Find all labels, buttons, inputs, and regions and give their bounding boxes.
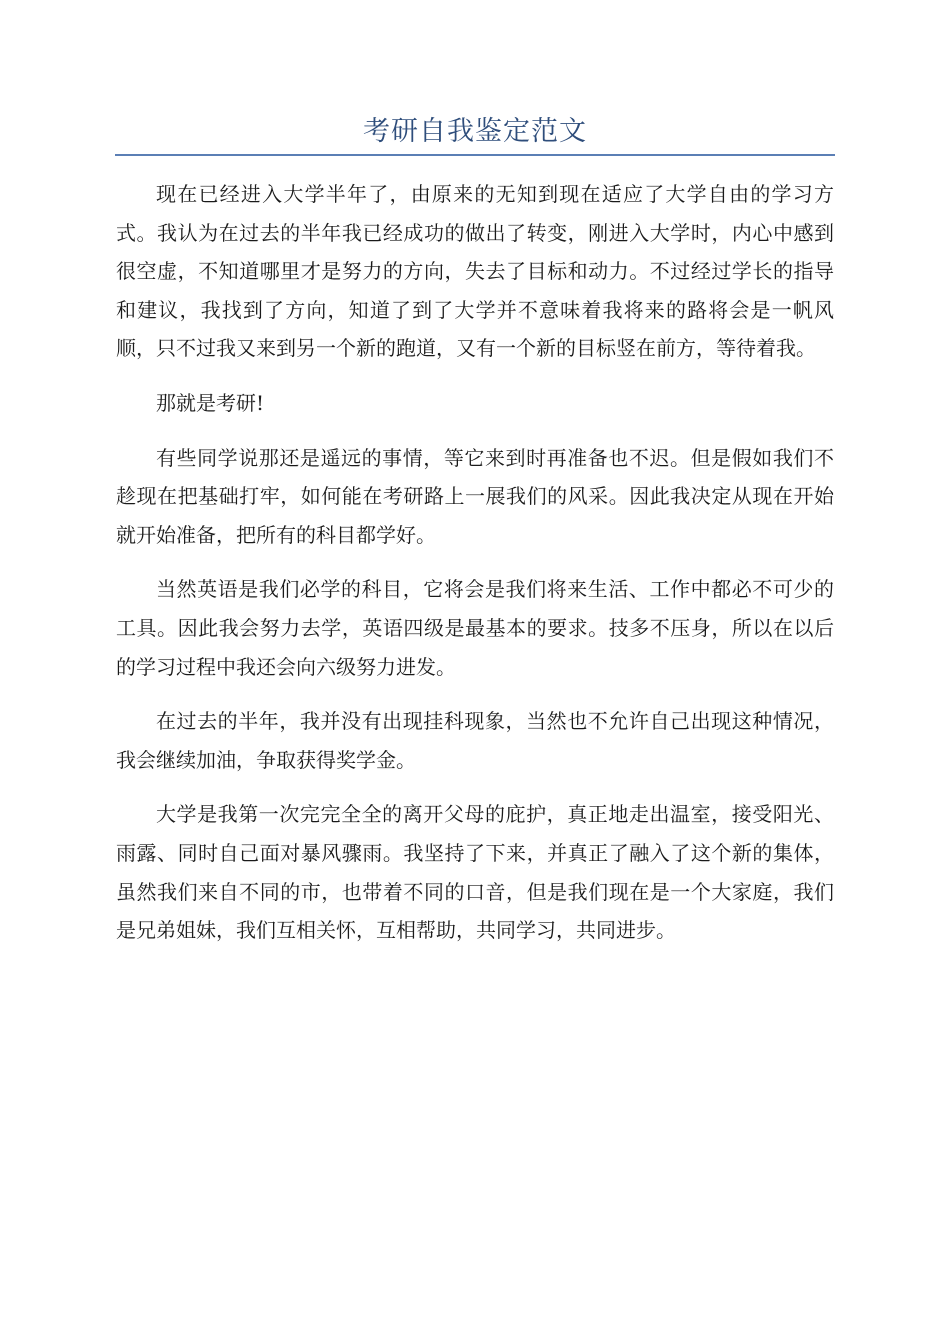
paragraph-1: 现在已经进入大学半年了，由原来的无知到现在适应了大学自由的学习方式。我认为在过去的半年我已经成功的做出了转变，刚进入大学时，内心中感到很空虚，不知道哪里才是努力的方向，失去了目标和动力。不过经过学长的指导和建议，我找到了方向，知道了到了大学并不意味着我将来的路将会是一帆风顺，只不过我又来到另一个新的跑道，又有一个新的目标竖在前方，等待着我。	[116, 182, 834, 361]
paragraph-5: 在过去的半年，我并没有出现挂科现象，当然也不允许自己出现这种情况，我会继续加油，争取获得奖学金。	[116, 709, 834, 772]
title-underline	[115, 154, 835, 156]
paragraph-3: 有些同学说那还是遥远的事情，等它来到时再准备也不迟。但是假如我们不趁现在把基础打牢，如何能在考研路上一展我们的风采。因此我决定从现在开始就开始准备，把所有的科目都学好。	[116, 445, 834, 547]
paragraph-6: 大学是我第一次完完全全的离开父母的庇护，真正地走出温室，接受阳光、雨露、同时自己面对暴风骤雨。我坚持了下来，并真正了融入了这个新的集体，虽然我们来自不同的市，也带着不同的口音，但是我们现在是一个大家庭，我们是兄弟姐妹，我们互相关怀，互相帮助，共同学习，共同进步。	[116, 802, 834, 943]
document-title: 考研自我鉴定范文	[363, 116, 587, 147]
paragraph-4: 当然英语是我们必学的科目，它将会是我们将来生活、工作中都必不可少的工具。因此我会努力去学，英语四级是最基本的要求。技多不压身，所以在以后的学习过程中我还会向六级努力进发。	[116, 577, 834, 679]
document-body	[116, 175, 834, 966]
paragraph-2: 那就是考研!	[156, 390, 265, 415]
